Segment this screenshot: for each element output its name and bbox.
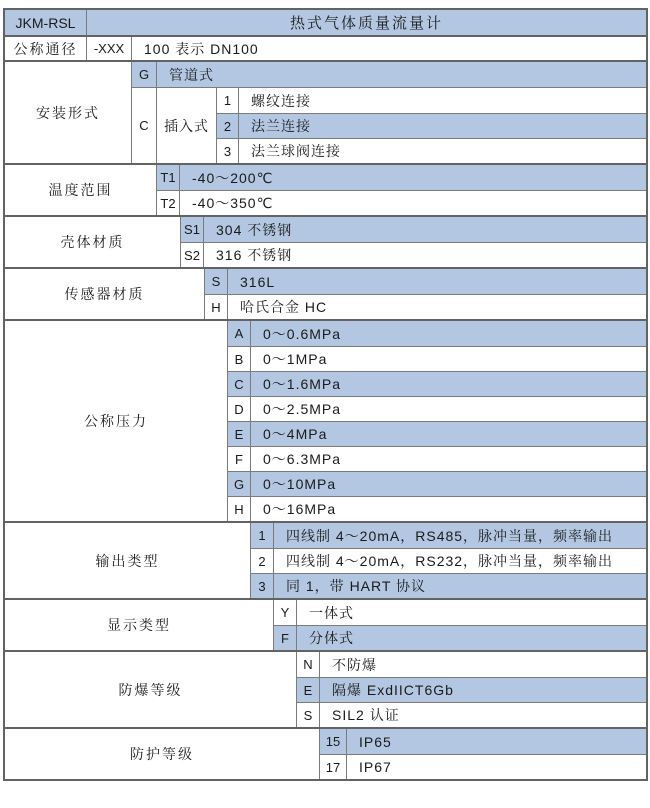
insertion-block (132, 87, 646, 163)
option-row (181, 217, 646, 242)
option-row (157, 165, 646, 190)
row-label: 壳体材质 (5, 217, 181, 267)
option-row (228, 471, 646, 496)
option-code: C (132, 88, 157, 163)
section-install-type (5, 60, 646, 163)
option-row (251, 573, 646, 598)
option-row (297, 677, 646, 702)
section-output-type (5, 521, 646, 598)
option-code: T2 (157, 191, 180, 215)
option-row (228, 321, 646, 346)
option-code: 3 (217, 139, 239, 163)
row-label: 传感器材质 (5, 269, 205, 319)
option-row (320, 729, 646, 754)
option-row (205, 269, 646, 294)
option-desc: 法兰球阀连接 (251, 143, 341, 159)
option-desc: 0～1MPa (263, 351, 328, 367)
option-code: E (297, 678, 320, 702)
option-code: N (297, 652, 320, 677)
option-code: E (228, 422, 251, 446)
option-desc: 一体式 (309, 604, 354, 621)
option-code: H (205, 295, 228, 319)
section-nominal-diameter (5, 35, 646, 60)
section-sensor-material (5, 267, 646, 319)
section-protection-grade (5, 727, 646, 779)
section-shell-material (5, 215, 646, 267)
option-row (274, 600, 646, 625)
option-desc: 0～10MPa (263, 476, 337, 492)
option-code: 2 (217, 114, 239, 138)
option-code: G (132, 62, 157, 87)
explosion-options (297, 652, 646, 727)
option-desc: 316L (240, 273, 276, 290)
option-desc: 0～0.6MPa (263, 325, 342, 342)
option-desc: 0～1.6MPa (263, 376, 342, 392)
row-label: 安装形式 (5, 62, 132, 163)
section-temperature-range (5, 163, 646, 215)
table-header-row (5, 10, 646, 35)
option-code: 17 (320, 755, 347, 779)
option-desc: 0～4MPa (263, 426, 328, 442)
option-desc: 分体式 (309, 630, 354, 646)
option-row (157, 190, 646, 215)
row-label: 显示类型 (5, 600, 274, 650)
spec-table (3, 8, 648, 781)
option-code: H (228, 497, 251, 521)
insertion-options (217, 88, 646, 163)
option-code: 2 (251, 549, 274, 573)
option-code: Y (274, 600, 297, 625)
option-desc: IP65 (359, 733, 392, 750)
option-code: G (228, 472, 251, 496)
option-code: -XXX (87, 37, 132, 60)
section-display-type (5, 598, 646, 650)
insertion-label: 插入式 (157, 88, 217, 163)
row-label: 防爆等级 (5, 652, 297, 727)
option-row (274, 625, 646, 650)
option-row (228, 421, 646, 446)
model-code: JKM-RSL (5, 10, 87, 35)
option-code: D (228, 397, 251, 421)
option-code: 3 (251, 574, 274, 598)
row-label: 公称压力 (5, 321, 228, 521)
option-row (132, 62, 646, 87)
option-desc: -40～350℃ (192, 195, 274, 211)
option-row (228, 396, 646, 421)
option-desc: -40～200℃ (192, 169, 274, 186)
option-row (228, 496, 646, 521)
option-code: F (274, 626, 297, 650)
section-explosion-proof-grade (5, 650, 646, 727)
option-code: C (228, 372, 251, 396)
option-code: S1 (181, 217, 204, 242)
option-code: S (297, 703, 320, 727)
option-code: 15 (320, 729, 347, 754)
option-code: S2 (181, 243, 204, 267)
option-desc: IP67 (359, 759, 392, 775)
option-desc: 螺纹连接 (251, 92, 311, 109)
product-title: 热式气体质量流量计 (289, 15, 443, 32)
option-desc: 同 1，带 HART 协议 (286, 578, 427, 594)
option-row (297, 702, 646, 727)
option-code: 1 (251, 523, 274, 548)
option-desc: 304 不锈钢 (216, 221, 293, 238)
row-label: 防护等级 (5, 729, 320, 779)
row-label: 输出类型 (5, 523, 251, 598)
install-options (132, 62, 646, 163)
pressure-options (228, 321, 646, 521)
option-desc: 不防爆 (332, 656, 377, 673)
display-options (274, 600, 646, 650)
row-label: 公称通径 (5, 37, 87, 60)
row-label: 温度范围 (5, 165, 157, 215)
option-desc: 0～2.5MPa (263, 401, 342, 417)
option-code: T1 (157, 165, 180, 190)
option-desc: 0～6.3MPa (263, 451, 342, 467)
option-row (217, 88, 646, 113)
option-row (217, 113, 646, 138)
option-code: S (205, 269, 228, 294)
option-desc: 法兰连接 (251, 118, 311, 134)
output-options (251, 523, 646, 598)
option-row (228, 371, 646, 396)
protection-options (320, 729, 646, 779)
sensor-options (205, 269, 646, 319)
option-code: 1 (217, 88, 239, 113)
option-desc: 0～16MPa (263, 501, 337, 517)
option-desc: SIL2 认证 (332, 707, 400, 723)
option-desc: 316 不锈钢 (216, 247, 293, 263)
option-row (251, 523, 646, 548)
option-desc: 四线制 4～20mA，RS485，脉冲当量，频率输出 (286, 527, 614, 544)
option-row (228, 446, 646, 471)
option-row (228, 346, 646, 371)
option-row (320, 754, 646, 779)
option-row (181, 242, 646, 267)
option-row (217, 138, 646, 163)
option-row (251, 548, 646, 573)
temperature-options (157, 165, 646, 215)
option-row (205, 294, 646, 319)
option-desc: 隔爆 ExdIICT6Gb (332, 682, 454, 698)
option-code: B (228, 347, 251, 371)
option-code: A (228, 321, 251, 346)
section-nominal-pressure (5, 319, 646, 521)
shell-options (181, 217, 646, 267)
option-desc: 哈氏合金 HC (240, 299, 328, 315)
option-desc: 管道式 (169, 66, 214, 83)
option-desc: 100 表示 DN100 (144, 40, 259, 57)
option-row (297, 652, 646, 677)
option-desc: 四线制 4～20mA，RS232，脉冲当量，频率输出 (286, 553, 614, 569)
option-code: F (228, 447, 251, 471)
